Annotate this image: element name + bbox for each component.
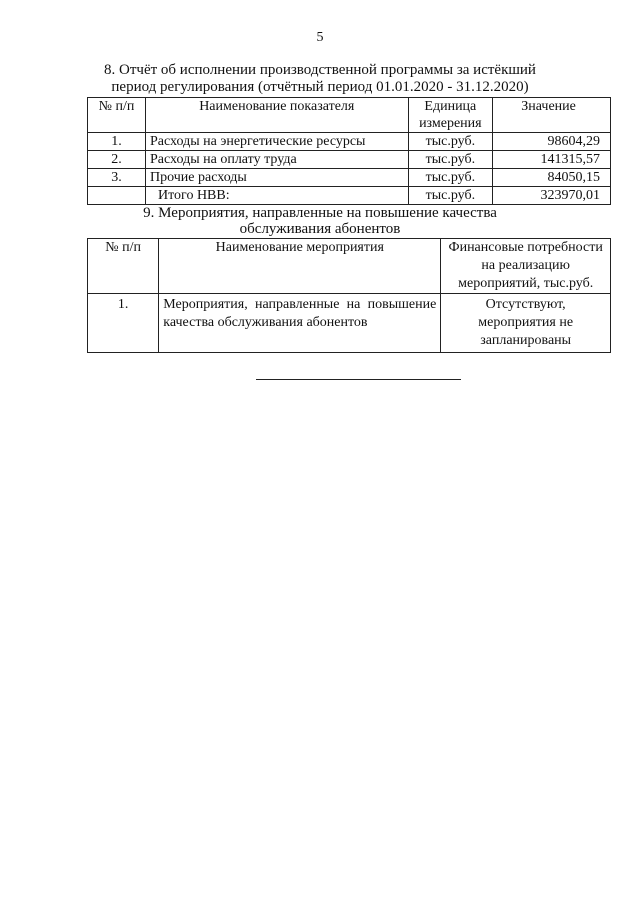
row-name: Прочие расходы [146,169,409,187]
row-value: 98604,29 [493,133,611,151]
row-num: 1. [88,294,159,353]
table-row [88,169,611,187]
header-num: № п/п [88,98,146,133]
row-unit: тыс.руб. [408,133,493,151]
header-financial-needs: Финансовые потребности на реализацию мероприятий, тыс.руб. [441,239,611,294]
header-unit: Единица измерения [408,98,493,133]
row-name: Расходы на оплату труда [146,151,409,169]
row-value: 141315,57 [493,151,611,169]
header-measure-name: Наименование мероприятия [159,239,441,294]
row-num: 1. [88,133,146,151]
table-row [88,151,611,169]
row-measure-name: Мероприятия, направленные на повышение качества обслуживания абонентов [159,294,441,353]
production-program-report-table [87,97,611,205]
table-header-row [88,98,611,133]
row-unit: тыс.руб. [408,151,493,169]
row-unit: тыс.руб. [408,169,493,187]
row-name: Расходы на энергетические ресурсы [146,133,409,151]
table-header-row [88,239,611,294]
total-label: Итого НВВ: [146,187,409,205]
total-value: 323970,01 [493,187,611,205]
section-8-title: 8. Отчёт об исполнении производственной программы за истёкший период регулирования (отчётный период 01.01.2020 - 31.12.2020) [104,62,536,95]
table-row [88,133,611,151]
total-row [88,187,611,205]
section-9-title: 9. Мероприятия, направленные на повышение качества обслуживания абонентов [143,205,497,237]
end-divider [256,379,461,380]
header-value: Значение [493,98,611,133]
table-row [88,294,611,353]
total-unit: тыс.руб. [408,187,493,205]
row-financial-needs: Отсутствуют, мероприятия не запланированы [441,294,611,353]
row-value: 84050,15 [493,169,611,187]
page-number: 5 [316,30,324,45]
quality-improvement-measures-table [87,238,611,353]
total-num-cell [88,187,146,205]
row-num: 3. [88,169,146,187]
row-num: 2. [88,151,146,169]
header-indicator-name: Наименование показателя [146,98,409,133]
header-num: № п/п [88,239,159,294]
